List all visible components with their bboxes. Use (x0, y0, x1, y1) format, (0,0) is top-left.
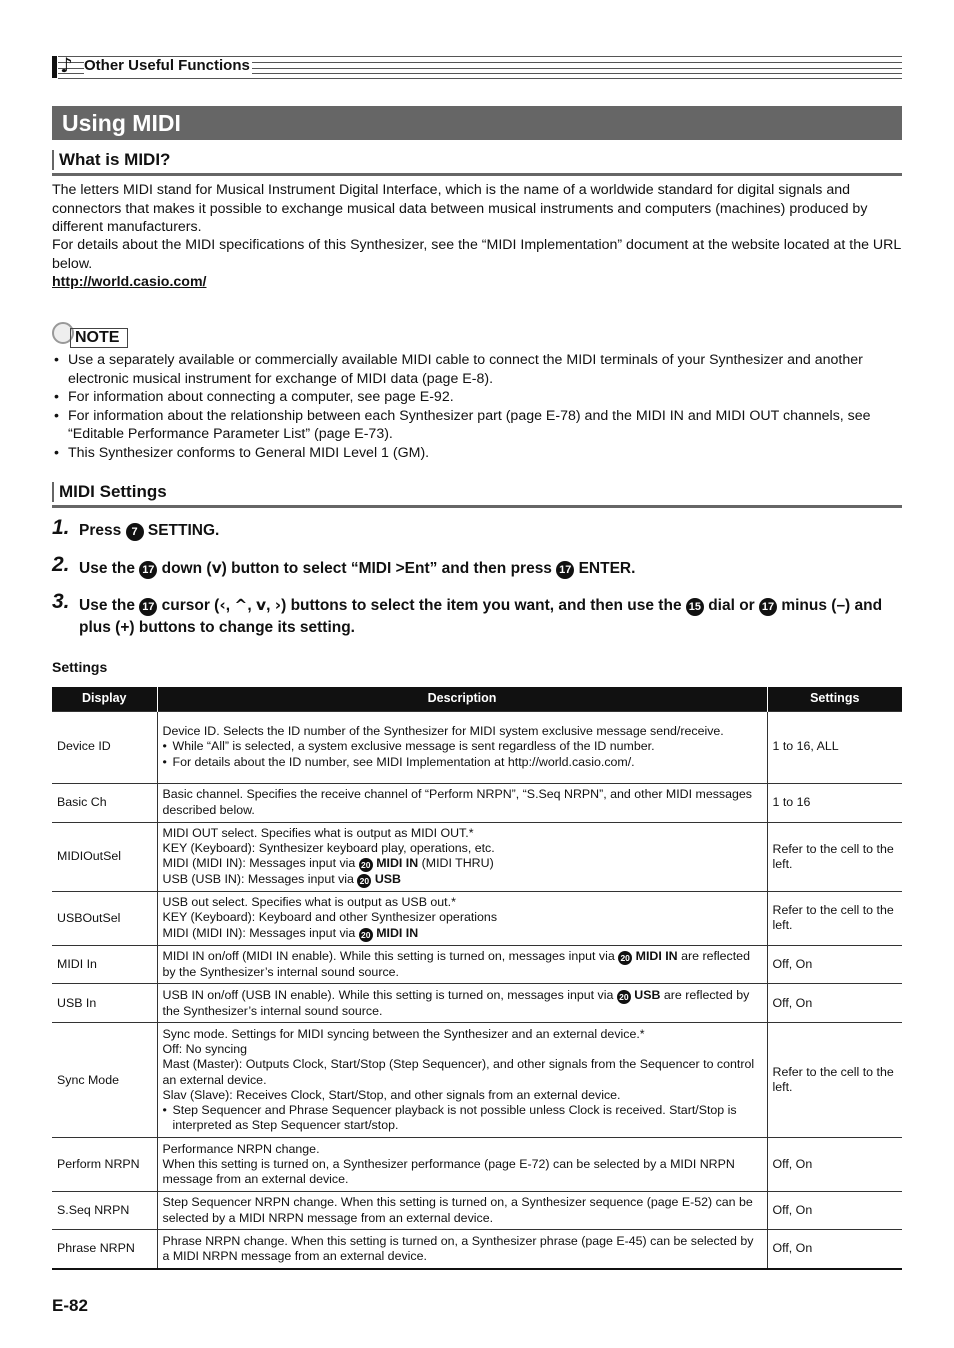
description-bullet: • Step Sequencer and Phrase Sequencer playback is not possible unless Clock is received. Start/Stop is interpreted as Step Sequencer start/stop. (163, 1103, 762, 1133)
display-cell: Perform NRPN (52, 1138, 157, 1192)
casio-url-link[interactable]: http://world.casio.com/ (52, 274, 207, 290)
table-row (52, 1230, 902, 1269)
settings-cell: Off, On (767, 1192, 902, 1230)
terminal-name: MIDI IN (376, 925, 419, 940)
description-line: Step Sequencer NRPN change. When this setting is turned on, a Synthesizer sequence (page E-52) can be selected by a MIDI NRPN message from an external device. (162, 1195, 753, 1225)
table-row (52, 1192, 902, 1230)
description-cell (157, 984, 767, 1023)
table-row (52, 945, 902, 983)
list-item: • For information about connecting a computer, see page E-92. (52, 388, 902, 407)
table-row (52, 984, 902, 1023)
button-17-icon: 17 (759, 598, 777, 616)
description-line: Basic channel. Specifies the receive channel of “Perform NRPN”, “S.Seq NRPN”, and other MIDI messages described below. (162, 787, 752, 817)
button-7-icon: 7 (126, 523, 144, 541)
description-text: MIDI IN on/off (MIDI IN enable). While this setting is turned on, messages input via (162, 948, 615, 963)
down-arrow-icon: v (255, 596, 267, 614)
description-line: Phrase NRPN change. When this setting is turned on, a Synthesizer phrase (page E-45) can be selected by a MIDI NRPN message from an external device. (162, 1233, 754, 1263)
description-line: Performance NRPN change. (162, 1141, 320, 1156)
description-cell (157, 822, 767, 891)
page-number: E-82 (52, 1296, 88, 1315)
description-line (163, 856, 762, 872)
step-1: 1. Press 7 SETTING. (52, 516, 220, 539)
description-line: Sync mode. Settings for MIDI syncing between the Synthesizer and an external device.* (162, 1026, 645, 1041)
section-title: Other Useful Functions (84, 57, 250, 74)
terminal-name: MIDI IN (376, 855, 419, 870)
terminal-20-icon: 20 (359, 858, 373, 872)
description-cell (157, 1192, 767, 1230)
description-bullet: • While “All” is selected, a system exclusive message is sent regardless of the ID number. (163, 739, 762, 754)
display-cell: MIDIOutSel (52, 822, 157, 891)
button-17-icon: 17 (139, 561, 157, 579)
column-header: Display (52, 687, 157, 711)
note-list (52, 351, 902, 462)
settings-cell: Off, On (767, 984, 902, 1023)
down-arrow-icon: v (211, 559, 222, 577)
display-cell: USBOutSel (52, 891, 157, 945)
description-cell (157, 783, 767, 822)
table-row (52, 1138, 902, 1192)
terminal-20-icon: 20 (618, 951, 632, 965)
settings-cell: Off, On (767, 1230, 902, 1269)
description-bullet: • For details about the ID number, see MIDI Implementation at http://world.casio.com/. (163, 755, 762, 770)
header-bar (52, 56, 57, 78)
display-cell: Basic Ch (52, 783, 157, 822)
terminal-20-icon: 20 (357, 874, 371, 888)
description-text: are reflected by the Synthesizer’s internal sound source. (162, 987, 750, 1018)
terminal-20-icon: 20 (359, 928, 373, 942)
description-text: USB (USB IN): Messages input via (162, 871, 354, 886)
left-arrow-icon: ‹ (219, 596, 226, 614)
terminal-name: USB (634, 987, 661, 1002)
display-cell: Device ID (52, 711, 157, 783)
button-15-icon: 15 (686, 598, 704, 616)
display-cell: Sync Mode (52, 1023, 157, 1138)
description-line (163, 926, 762, 942)
description-line: When this setting is turned on, a Synthesizer performance (page E-72) can be selected by a MIDI NRPN message from an external device. (162, 1157, 735, 1187)
description-cell (157, 891, 767, 945)
button-17-icon: 17 (139, 598, 157, 616)
description-line (163, 872, 762, 888)
midi-intro-paragraph: The letters MIDI stand for Musical Instrument Digital Interface, which is the name of a worldwide standard for digital signals and connectors that makes it possible to exchange musical data between musical instruments and computers (machines) produced by different manufacturers. (52, 182, 868, 235)
description-text: MIDI (MIDI IN): Messages input via (162, 855, 356, 870)
step-3: 3. Use the 17 cursor (‹, ^, v, ›) buttons to select the item you want, and then use the 15 dial or 17 minus (–) and plus (+) buttons to change its setting. (52, 590, 883, 636)
settings-cell: Off, On (767, 945, 902, 983)
description-cell (157, 1230, 767, 1269)
description-cell (157, 945, 767, 983)
list-item: • This Synthesizer conforms to General MIDI Level 1 (GM). (52, 444, 902, 463)
display-cell: Phrase NRPN (52, 1230, 157, 1269)
description-line: KEY (Keyboard): Keyboard and other Synthesizer operations (162, 910, 498, 925)
midi-settings-heading: MIDI Settings (52, 480, 902, 508)
settings-cell: 1 to 16, ALL (767, 711, 902, 783)
up-arrow-icon: ^ (234, 596, 248, 614)
button-17-icon: 17 (556, 561, 574, 579)
display-cell: USB In (52, 984, 157, 1023)
description-line: Device ID. Selects the ID number of the Synthesizer for MIDI system exclusive message send/receive. (162, 724, 724, 739)
table-row (52, 1023, 902, 1138)
music-note-icon: ♪ (60, 53, 73, 77)
description-line: USB out select. Specifies what is output as USB out.* (162, 895, 456, 910)
column-header: Settings (767, 687, 902, 711)
running-header (52, 54, 902, 80)
description-text: USB IN on/off (USB IN enable). While this setting is turned on, messages input via (162, 987, 614, 1002)
description-line: Slav (Slave): Receives Clock, Start/Stop, and other signals from an external device. (162, 1087, 621, 1102)
list-item: • Use a separately available or commercially available MIDI cable to connect the MIDI terminals of your Synthesizer and another electronic musical instrument for exchange of MIDI data (page E-8). (52, 351, 902, 388)
description-line: Mast (Master): Outputs Clock, Start/Stop (Step Sequencer), and other signals from the Sequencer to control an external device. (162, 1057, 755, 1087)
table-row (52, 783, 902, 822)
terminal-name: USB (374, 871, 402, 886)
settings-cell: Refer to the cell to the left. (767, 891, 902, 945)
table-row (52, 891, 902, 945)
description-text: MIDI (MIDI IN): Messages input via (162, 925, 356, 940)
column-header: Description (157, 687, 767, 711)
note-badge: NOTE (52, 322, 132, 350)
what-is-midi-heading: What is MIDI? (52, 148, 902, 176)
table-caption: Settings (52, 659, 108, 675)
description-line (163, 949, 762, 980)
settings-cell: Off, On (767, 1138, 902, 1192)
terminal-20-icon: 20 (617, 990, 631, 1004)
settings-cell: 1 to 16 (767, 783, 902, 822)
settings-cell: Refer to the cell to the left. (767, 1023, 902, 1138)
description-line: MIDI OUT select. Specifies what is output as MIDI OUT.* (162, 825, 474, 840)
settings-cell: Refer to the cell to the left. (767, 822, 902, 891)
right-arrow-icon: › (274, 596, 282, 614)
description-line: KEY (Keyboard): Synthesizer keyboard play, operations, etc. (162, 840, 495, 855)
description-text: are reflected by the Synthesizer’s internal sound source. (162, 948, 750, 979)
list-item: • For information about the relationship between each Synthesizer part (page E-78) and the MIDI IN and MIDI OUT channels, see “Editable Performance Parameter List” (page E-73). (52, 407, 902, 444)
description-cell (157, 711, 767, 783)
description-cell (157, 1138, 767, 1192)
midi-spec-paragraph: For details about the MIDI specifications of this Synthesizer, see the “MIDI Implementation” document at the website located at the URL below. (52, 237, 901, 272)
table-row (52, 822, 902, 891)
table-row (52, 711, 902, 783)
description-cell (157, 1023, 767, 1138)
display-cell: S.Seq NRPN (52, 1192, 157, 1230)
display-cell: MIDI In (52, 945, 157, 983)
description-text: (MIDI THRU) (421, 855, 494, 870)
table-header-row (52, 687, 902, 711)
chapter-title: Using MIDI (52, 106, 902, 140)
step-2: 2. Use the 17 down (v) button to select “MIDI >Ent” and then press 17 ENTER. (52, 553, 636, 577)
settings-table (52, 687, 902, 1270)
description-line (163, 988, 762, 1019)
description-line: Off: No syncing (162, 1042, 247, 1057)
terminal-name: MIDI IN (635, 948, 678, 963)
